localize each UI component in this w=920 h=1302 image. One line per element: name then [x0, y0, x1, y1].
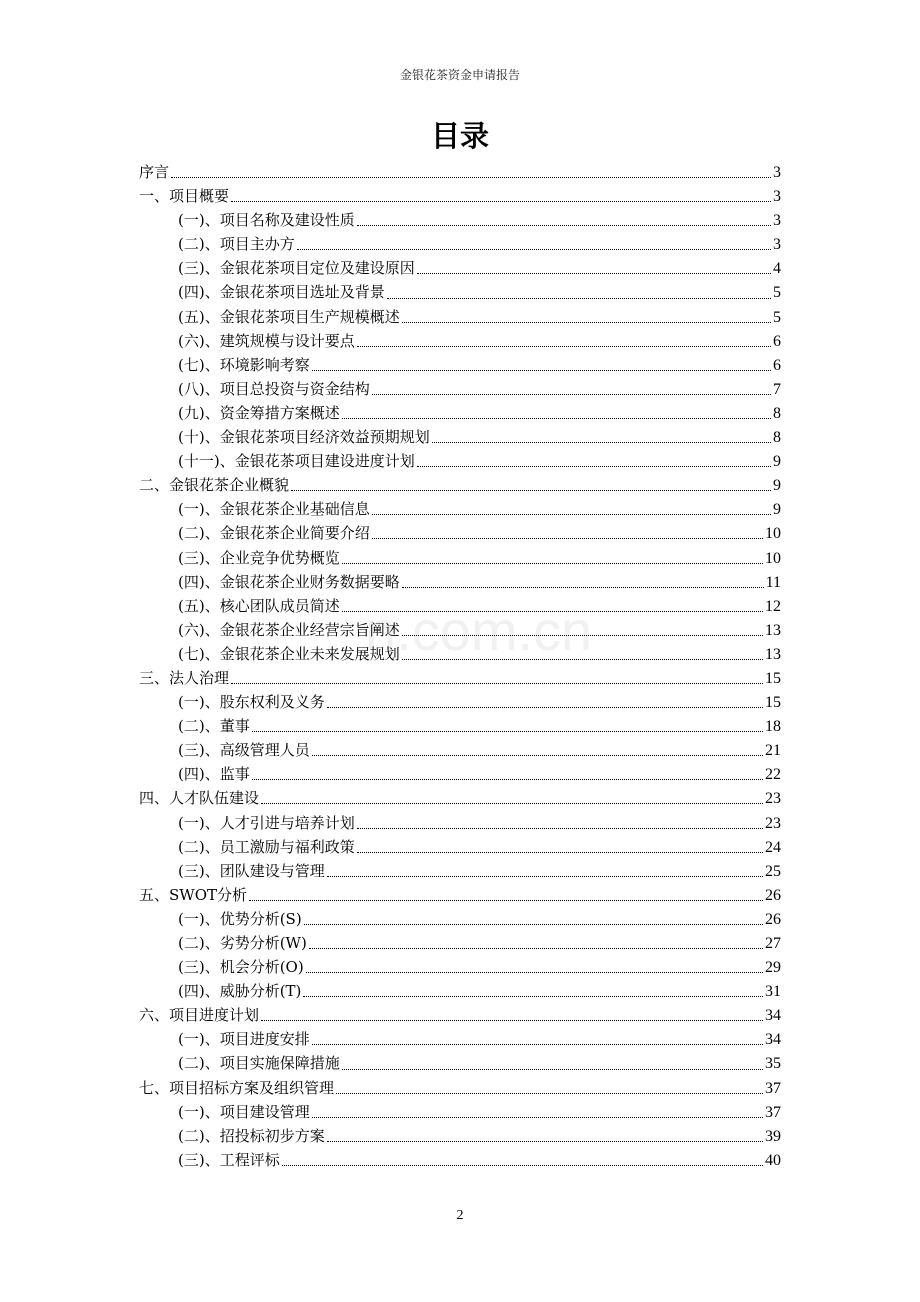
toc-entry-label: (三)、企业竞争优势概览 — [178, 548, 340, 567]
dot-leader — [252, 730, 763, 732]
dot-leader — [261, 1019, 763, 1021]
toc-entry-label: (六)、建筑规模与设计要点 — [178, 331, 355, 350]
toc-entry-label: (一)、项目名称及建设性质 — [178, 211, 355, 230]
toc-entry-page: 23 — [765, 814, 781, 832]
toc-entry-page: 8 — [773, 429, 781, 447]
toc-entry[interactable] — [139, 570, 781, 594]
dot-leader — [357, 851, 763, 853]
toc-entry[interactable] — [139, 280, 781, 304]
dot-leader — [252, 778, 763, 780]
dot-leader — [327, 875, 763, 877]
dot-leader — [261, 802, 763, 804]
toc-entry-label: 四、人才队伍建设 — [139, 789, 260, 808]
toc-entry[interactable] — [139, 955, 781, 979]
toc-entry[interactable] — [139, 305, 781, 329]
toc-entry-page: 9 — [773, 477, 781, 495]
toc-entry-label: (四)、金银花茶企业财务数据要略 — [178, 572, 400, 591]
toc-entry-label: (九)、资金筹措方案概述 — [178, 403, 340, 422]
toc-entry[interactable] — [139, 786, 781, 810]
toc-entry-page: 24 — [765, 838, 781, 856]
toc-entry-label: 七、项目招标方案及组织管理 — [139, 1078, 335, 1097]
toc-entry-page: 34 — [765, 1031, 781, 1049]
toc-entry-page: 15 — [765, 669, 781, 687]
running-header: 金银花茶资金申请报告 — [399, 68, 520, 82]
toc-entry-page: 3 — [773, 236, 781, 254]
toc-entry-label: (十一)、金银花茶项目建设进度计划 — [178, 452, 415, 471]
toc-entry-label: (四)、威胁分析(T) — [178, 982, 302, 1001]
toc-entry-page: 3 — [773, 164, 781, 181]
toc-entry[interactable] — [139, 762, 781, 786]
dot-leader — [303, 995, 763, 997]
toc-entry-label: (二)、董事 — [178, 717, 250, 736]
dot-leader — [231, 682, 763, 684]
toc-entry-label: (三)、机会分析(O) — [178, 958, 304, 977]
toc-entry[interactable] — [139, 160, 781, 184]
toc-entry-page: 4 — [773, 260, 781, 278]
toc-entry-page: 27 — [765, 935, 781, 952]
toc-entry[interactable] — [139, 497, 781, 521]
toc-entry-label: (七)、环境影响考察 — [178, 355, 310, 374]
toc-entry[interactable] — [139, 931, 781, 955]
toc-entry[interactable] — [139, 690, 781, 714]
toc-entry-page: 5 — [773, 308, 781, 326]
toc-entry-page: 11 — [765, 573, 781, 591]
dot-leader — [297, 248, 771, 250]
toc-entry[interactable] — [139, 449, 781, 473]
toc-entry-label: (七)、金银花茶企业未来发展规划 — [178, 644, 400, 663]
dot-leader — [402, 634, 763, 636]
dot-leader — [357, 224, 771, 226]
dot-leader — [309, 947, 763, 949]
dot-leader — [342, 1068, 763, 1070]
toc-entry[interactable] — [139, 811, 781, 835]
dot-leader — [282, 1164, 763, 1166]
toc-entry[interactable] — [139, 425, 781, 449]
toc-entry[interactable] — [139, 642, 781, 666]
toc-entry[interactable] — [139, 666, 781, 690]
toc-entry-label: (八)、项目总投资与资金结构 — [178, 379, 370, 398]
toc-entry[interactable] — [139, 618, 781, 642]
toc-entry[interactable] — [139, 859, 781, 883]
dot-leader — [327, 1140, 763, 1142]
toc-entry-page: 34 — [765, 1007, 781, 1025]
dot-leader — [312, 1116, 763, 1118]
toc-entry[interactable] — [139, 1051, 781, 1075]
toc-entry[interactable] — [139, 546, 781, 570]
toc-entry-page: 15 — [765, 694, 781, 712]
toc-entry-page: 10 — [765, 549, 781, 567]
dot-leader — [387, 297, 771, 299]
toc-entry[interactable] — [139, 232, 781, 256]
toc-entry-page: 31 — [765, 983, 781, 1001]
toc-entry-page: 26 — [765, 910, 781, 928]
toc-entry-label: (一)、优势分析(S) — [178, 909, 302, 928]
dot-leader — [327, 706, 763, 708]
toc-entry-label: (三)、团队建设与管理 — [178, 861, 325, 880]
toc-entry-page: 37 — [765, 1079, 781, 1097]
dot-leader — [312, 754, 763, 756]
toc-entry-page: 9 — [773, 501, 781, 519]
toc-entry[interactable] — [139, 979, 781, 1003]
toc-entry[interactable] — [139, 353, 781, 377]
toc-entry-label: (一)、项目进度安排 — [178, 1030, 310, 1049]
toc-entry-label: (四)、监事 — [178, 765, 250, 784]
dot-leader — [291, 489, 771, 491]
dot-leader — [312, 1043, 763, 1045]
toc-entry[interactable] — [139, 883, 781, 907]
dot-leader — [342, 610, 763, 612]
dot-leader — [417, 465, 771, 467]
toc-entry-page: 39 — [765, 1127, 781, 1145]
toc-entry-label: (三)、工程评标 — [178, 1150, 280, 1169]
toc-entry-page: 5 — [773, 284, 781, 302]
dot-leader — [231, 200, 771, 202]
toc-entry-page: 10 — [765, 525, 781, 543]
toc-entry-label: 序言 — [139, 163, 170, 181]
toc-entry-page: 9 — [773, 453, 781, 471]
dot-leader — [304, 923, 763, 925]
toc-entry-label: 二、金银花茶企业概貌 — [139, 476, 290, 495]
toc-entry[interactable] — [139, 738, 781, 762]
toc-entry[interactable] — [139, 907, 781, 931]
toc-entry-label: (二)、招投标初步方案 — [178, 1126, 325, 1145]
toc-entry-label: (二)、金银花茶企业简要介绍 — [178, 524, 370, 543]
dot-leader — [402, 321, 771, 323]
toc-entry[interactable] — [139, 1148, 781, 1172]
toc-entry-label: (四)、金银花茶项目选址及背景 — [178, 283, 385, 302]
toc-entry[interactable] — [139, 184, 781, 208]
toc-entry[interactable] — [139, 208, 781, 232]
dot-leader — [249, 899, 763, 901]
toc-entry-page: 29 — [765, 959, 781, 977]
dot-leader — [357, 345, 771, 347]
toc-title: 目录 — [430, 119, 489, 153]
toc-entry[interactable] — [139, 835, 781, 859]
toc-entry-page: 40 — [765, 1151, 781, 1169]
dot-leader — [417, 272, 771, 274]
toc-entry-label: (一)、股东权利及义务 — [178, 693, 325, 712]
toc-entry-label: (一)、项目建设管理 — [178, 1102, 310, 1121]
toc-entry-label: (三)、高级管理人员 — [178, 741, 310, 760]
dot-leader — [336, 1092, 763, 1094]
watermark: n.com.cn — [365, 599, 593, 662]
toc-entry[interactable] — [139, 521, 781, 545]
dot-leader — [342, 417, 771, 419]
toc-entry-label: (六)、金银花茶企业经营宗旨阐述 — [178, 620, 400, 639]
toc-entry-label: 一、项目概要 — [139, 187, 230, 206]
toc-entry-label: (一)、金银花茶企业基础信息 — [178, 500, 370, 519]
dot-leader — [357, 827, 763, 829]
dot-leader — [432, 441, 771, 443]
toc-entry-page: 22 — [765, 766, 781, 784]
dot-leader — [372, 393, 771, 395]
toc-entry-page: 18 — [765, 718, 781, 736]
toc-entry-label: 三、法人治理 — [139, 668, 230, 687]
page-number: 2 — [456, 1208, 464, 1223]
toc-entry-label: 六、项目进度计划 — [139, 1006, 260, 1025]
toc-entry[interactable] — [139, 401, 781, 425]
toc-entry-page: 6 — [773, 332, 781, 350]
toc-entry-page: 12 — [765, 597, 781, 615]
toc-entry-page: 35 — [765, 1055, 781, 1073]
dot-leader — [342, 562, 763, 564]
toc-entry[interactable] — [139, 256, 781, 280]
toc-entry-page: 8 — [773, 404, 781, 422]
dot-leader — [402, 658, 763, 660]
toc-entry-page: 3 — [773, 212, 781, 230]
toc-entry-label: (二)、劣势分析(W) — [178, 934, 307, 952]
toc-entry[interactable] — [139, 1003, 781, 1027]
toc-entry-label: (二)、员工激励与福利政策 — [178, 837, 355, 856]
toc-entry[interactable] — [139, 714, 781, 738]
toc-entry-page: 37 — [765, 1103, 781, 1121]
toc-entry[interactable] — [139, 329, 781, 353]
toc-entry-label: 五、SWOT分析 — [139, 885, 247, 904]
toc-entry-page: 13 — [765, 645, 781, 663]
toc-entry-page: 13 — [765, 621, 781, 639]
toc-entry[interactable] — [139, 1100, 781, 1124]
toc-entry-label: (五)、核心团队成员简述 — [178, 596, 340, 615]
toc-entry-page: 3 — [773, 188, 781, 206]
toc-entry-page: 25 — [765, 862, 781, 880]
toc-entry-page: 23 — [765, 790, 781, 808]
toc-entry-page: 21 — [765, 742, 781, 760]
toc-entry-label: (二)、项目实施保障措施 — [178, 1054, 340, 1073]
toc-entry-label: (二)、项目主办方 — [178, 235, 295, 254]
dot-leader — [402, 586, 764, 588]
toc-entry-label: (五)、金银花茶项目生产规模概述 — [178, 307, 400, 326]
table-of-contents — [139, 160, 781, 1172]
toc-entry-page: 26 — [765, 886, 781, 904]
dot-leader — [171, 176, 771, 178]
dot-leader — [312, 369, 771, 371]
toc-entry[interactable] — [139, 1124, 781, 1148]
toc-entry[interactable] — [139, 377, 781, 401]
toc-entry-label: (十)、金银花茶项目经济效益预期规划 — [178, 428, 430, 447]
toc-entry[interactable] — [139, 594, 781, 618]
toc-entry[interactable] — [139, 1027, 781, 1051]
toc-entry-label: (三)、金银花茶项目定位及建设原因 — [178, 259, 415, 278]
dot-leader — [306, 971, 763, 973]
toc-entry-page: 6 — [773, 356, 781, 374]
toc-entry-page: 7 — [773, 380, 781, 398]
toc-entry[interactable] — [139, 1076, 781, 1100]
toc-entry-label: (一)、人才引进与培养计划 — [178, 813, 355, 832]
dot-leader — [372, 537, 763, 539]
dot-leader — [372, 513, 771, 515]
toc-entry[interactable] — [139, 473, 781, 497]
